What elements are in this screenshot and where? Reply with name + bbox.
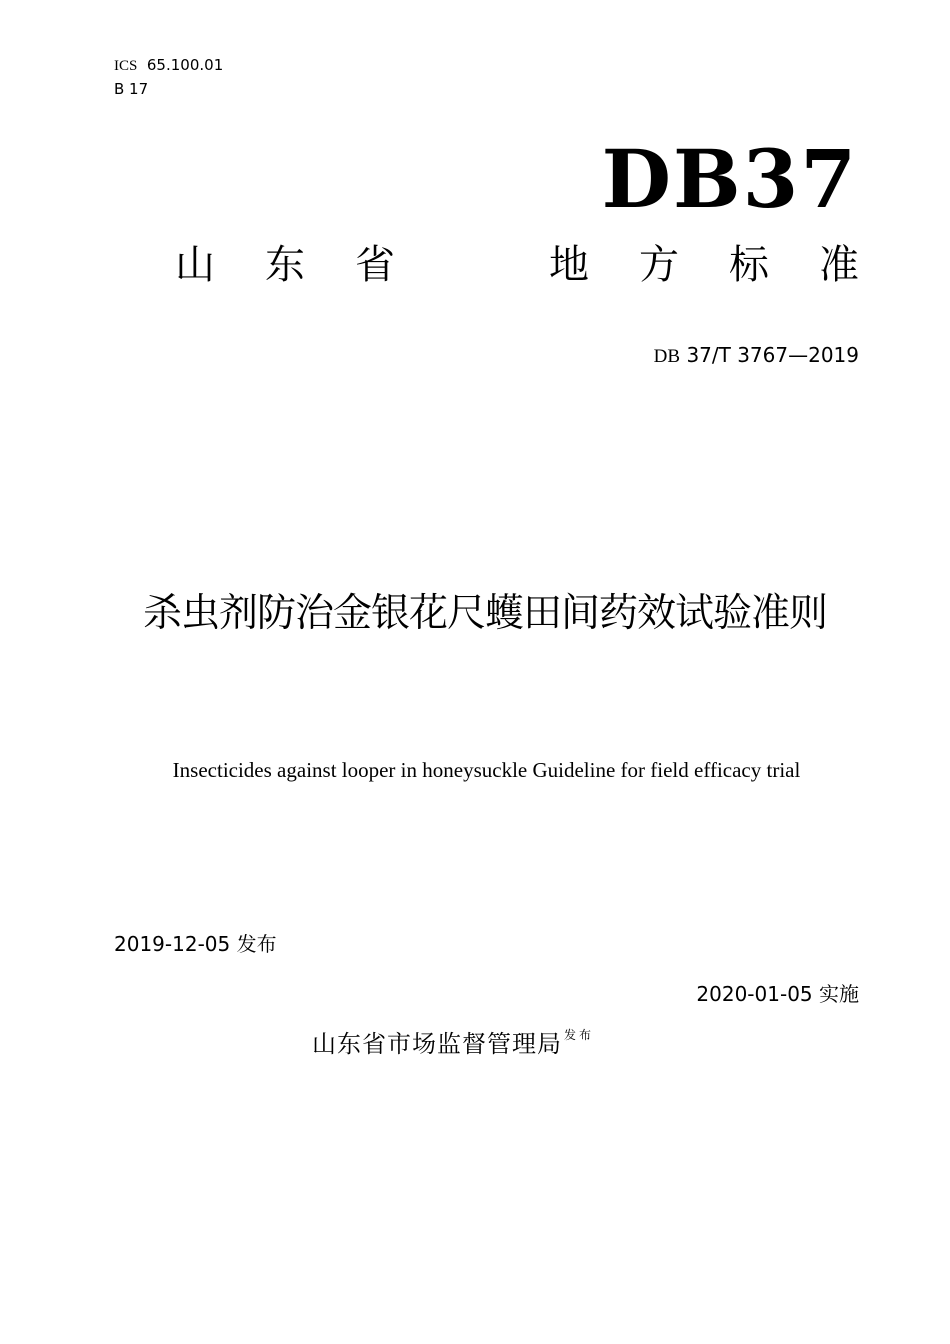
standard-number-prefix: DB [653,346,681,367]
title-english: Insecticides against looper in honeysuckle Guideline for field efficacy trial [172,758,801,782]
issue-date [114,930,277,958]
standard-number-value: 3767—2019 [737,343,859,367]
standard-type-char: 山 [175,242,215,288]
classification-code: B 17 [114,80,149,98]
ics-code: 65.100.01 [146,56,224,74]
standard-type-char: 地 [549,242,589,288]
standard-type-char: 省 [355,242,395,288]
spacer [442,240,502,290]
issuer-suffix: 发布 [564,1028,595,1042]
ics-label: ICS [114,58,138,74]
issuer-organization: 山东省市场监督管理局 [312,1030,562,1058]
implementation-date-label: 实施 [819,982,859,1006]
standard-type-char: 准 [819,242,859,288]
ics-code-line [114,55,223,76]
issuer [312,1024,594,1064]
standard-type-heading [172,240,862,290]
issue-date-value: 2019-12-05 [114,932,231,956]
implementation-date-value: 2020-01-05 [696,982,813,1006]
implementation-date [696,980,859,1008]
issue-date-label: 发布 [236,932,277,956]
standard-type-char: 标 [729,242,769,288]
standard-mark: DB37 [601,132,858,226]
standard-type-char: 方 [639,242,679,288]
standard-type-char: 东 [265,242,305,288]
title-chinese: 杀虫剂防治金银花尺蠖田间药效试验准则 [142,591,827,636]
standard-number-middle: 37/T [686,343,731,367]
standard-number [654,342,859,370]
